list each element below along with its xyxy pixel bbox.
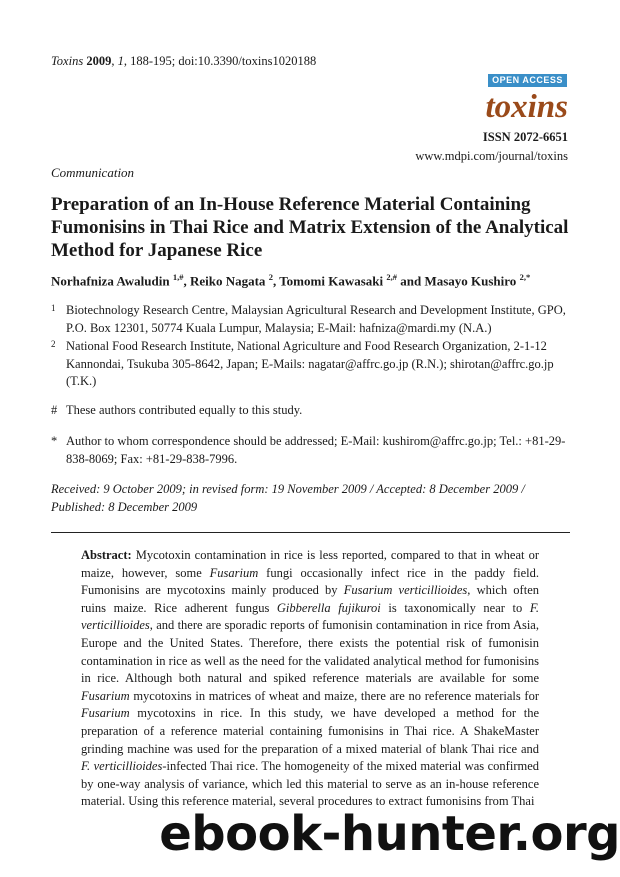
divider-rule (51, 532, 570, 533)
abstract-italic-term: F. verticillioides (81, 759, 163, 774)
citation-journal: Toxins (51, 54, 84, 68)
article-title: Preparation of an In-House Reference Material Containing Fumonisins in Thai Rice and Matrix Extension of the Analytical Method for Japanese Rice (51, 194, 569, 261)
abstract-text: fungi occasionally infect rice in the paddy field. Fumonisins are mycotoxins mainly produced by (81, 565, 539, 598)
open-access-badge: OPEN ACCESS (488, 74, 567, 87)
abstract-italic-term: Fusarium verticillioides (343, 583, 468, 598)
equal-contribution-note (51, 402, 571, 420)
note-text: Author to whom correspondence should be addressed; E-Mail: kushirom@affrc.go.jp; Tel.: +81-29-838-8069; Fax: +81-29-838-7996. (66, 434, 566, 466)
affiliation-mark: 2 (51, 339, 56, 349)
abstract-italic-term: Fusarium (209, 565, 259, 580)
author-affiliation-mark: 2,* (519, 272, 531, 282)
abstract (81, 547, 539, 811)
citation-line: Toxins 2009, 1, 188-195; doi:10.3390/toxins1020188 (51, 54, 317, 68)
author-name: Masayo Kushiro (424, 273, 517, 289)
abstract-text: mycotoxins in matrices of wheat and maize, there are no reference materials for (129, 688, 539, 703)
correspondence-note (51, 433, 571, 468)
journal-url[interactable]: www.mdpi.com/journal/toxins (415, 149, 568, 163)
citation-year: 2009 (86, 54, 112, 68)
abstract-text: , and there are sporadic reports of fumonisin contamination in rice from Asia, Europe and the United States. Therefore, there exists the potential risk of fumonisin contamination in rice as well as the need for the validated analytical method for fumonisins in rice. Although both natural and spiked reference materials are available for some (81, 618, 539, 686)
citation-rest: , 188-195; doi:10.3390/toxins1020188 (123, 54, 317, 68)
note-mark: # (51, 403, 58, 417)
watermark: ebook-hunter.org (159, 806, 620, 862)
author-affiliation-mark: 1,# (172, 272, 184, 282)
abstract-body (81, 548, 539, 808)
issn: ISSN 2072-6651 (482, 130, 568, 144)
author-name: Tomomi Kawasaki (279, 273, 384, 289)
journal-logo: toxins (485, 89, 568, 125)
abstract-italic-term: Fusarium (81, 706, 130, 721)
abstract-text: is taxonomically near to (380, 600, 530, 615)
author-affiliation-mark: 2,# (386, 272, 397, 282)
affiliation-text: Biotechnology Research Centre, Malaysian Agricultural Research and Development Institute, GPO, P.O. Box 12301, 50774 Kuala Lumpur, Malaysia; E-Mail: hafniza@mardi.my (N.A.) (66, 303, 566, 335)
abstract-italic-term: Fusarium (81, 688, 130, 703)
author-name: Reiko Nagata (189, 273, 266, 289)
affiliation-2 (51, 338, 571, 391)
author-name: Norhafniza Awaludin (51, 273, 170, 289)
author-affiliation-mark: 2 (268, 272, 273, 282)
note-mark: * (51, 434, 58, 448)
citation-volume: 1 (117, 54, 124, 68)
abstract-text: -infected Thai rice. The homogeneity of the mixed material was confirmed by one-way analysis of variance, which led this material to serve as an in-house reference material. Using this reference material, several procedures to extract fumonisins from Thai (81, 759, 539, 809)
affiliation-1 (51, 302, 571, 337)
abstract-text: mycotoxins in rice. In this study, we have developed a method for the preparation of a reference material containing fumonisins in Thai rice. A ShakeMaster grinding machine was used for the preparation of a mixed material of blank Thai rice and (81, 706, 539, 756)
affiliation-mark: 1 (51, 303, 56, 313)
abstract-italic-term: Gibberella fujikuroi (276, 600, 381, 615)
abstract-label: Abstract: (81, 548, 132, 562)
abstract-text: , which often ruins maize. Rice adherent fungus (81, 583, 539, 615)
publication-dates: Received: 9 October 2009; in revised form: 19 November 2009 / Accepted: 8 December 2009 / Published: 8 December 2009 (51, 482, 525, 514)
abstract-text: Mycotoxin contamination in rice is less reported, compared to that in wheat or maize, however, some (81, 548, 539, 580)
author-list: Norhafniza Awaludin $^{1,\#}$, Reiko Nagata $^2$, Tomomi Kawasaki $^{2,\#}$ and Masayo Kushiro $^{2,*}$ (51, 272, 531, 289)
article-type: Communication (51, 165, 135, 180)
abstract-italic-term: F. verticillioides (81, 600, 539, 633)
note-text: These authors contributed equally to this study. (66, 403, 303, 417)
affiliation-text: National Food Research Institute, National Agriculture and Food Research Organization, 2-1-12 Kannondai, Tsukuba 305-8642, Japan; E-Mails: nagatar@affrc.go.jp (R.N.); shirotan@affrc.go.jp (T.K.) (66, 339, 554, 388)
